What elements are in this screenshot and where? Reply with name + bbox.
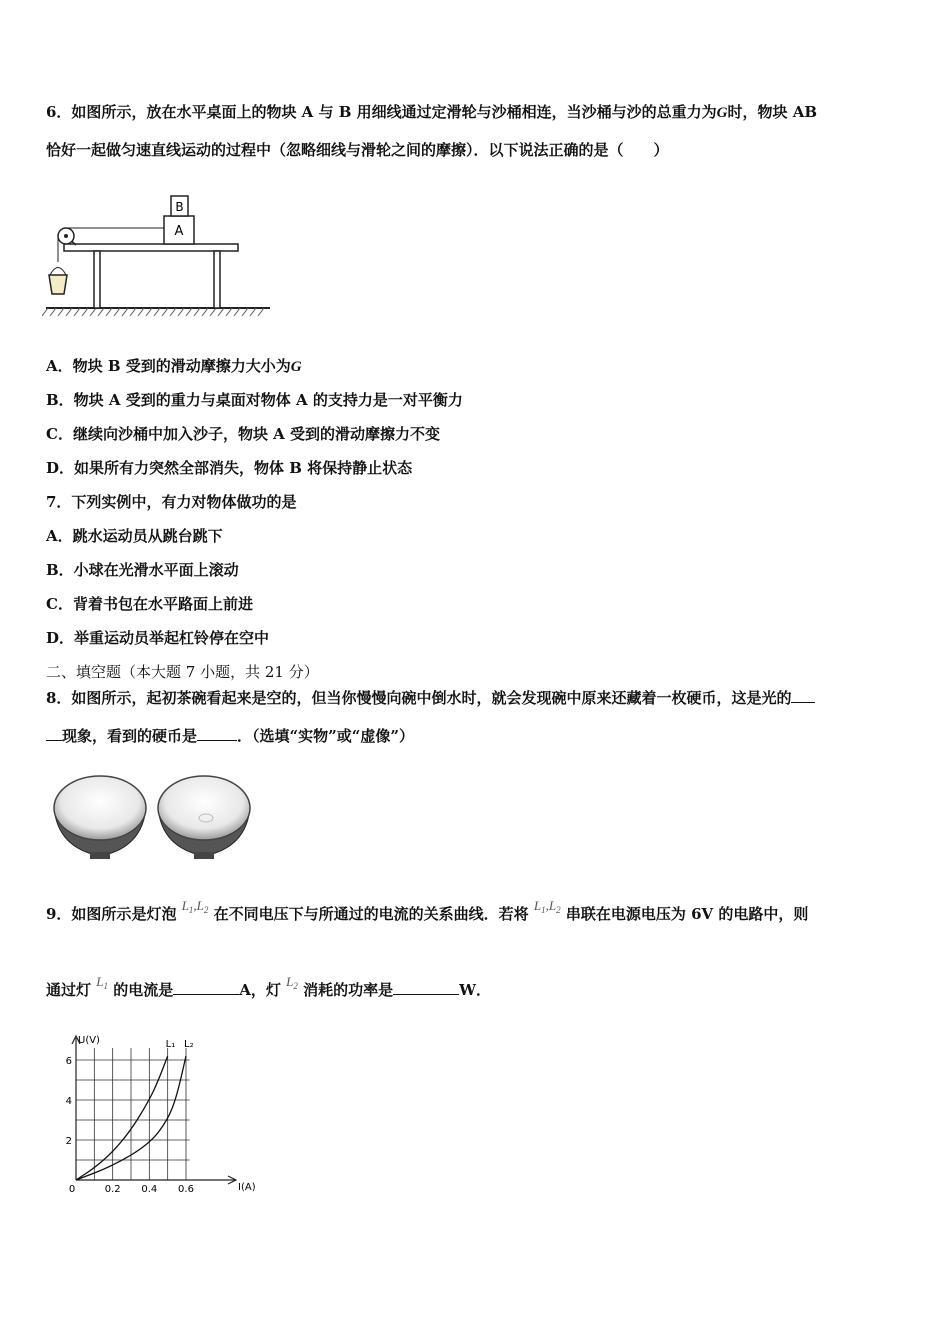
series-line-L1	[76, 1056, 168, 1180]
q9-stem-line2: 通过灯 $L_1$ 的电流是 A，灯 $L_2$ 消耗的功率是 W．	[46, 974, 491, 999]
q8-stem-line1: 8．如图所示，起初茶碗看起来是空的，但当你慢慢向碗中倒水时，就会发现碗中原来还藏着一枚硬币，这是光的	[46, 688, 815, 708]
y-tick-label: 2	[65, 1136, 72, 1147]
q8-stem-line2: 现象，看到的硬币是 ．（选填“实物”或“虚像”）	[46, 726, 414, 746]
q8-blank-1a[interactable]	[791, 688, 815, 703]
q9-blank-power[interactable]	[393, 980, 459, 995]
q6-stem-line1: 6．如图所示，放在水平桌面上的物块 A 与 B 用细线通过定滑轮与沙桶相连，当沙桶与沙的总重力为G时，物块 AB	[46, 103, 818, 121]
q9-stem-line1: 9．如图所示是灯泡 $L_1,L_2$ 在不同电压下与所通过的电流的关系曲线．若将 $L_1,L_2$ 串联在电源电压为 6V 的电路中，则	[46, 898, 809, 923]
series-label-L2: L₂	[184, 1039, 194, 1050]
q6-option-b: B．物块 A 受到的重力与桌面对物体 A 的支持力是一对平衡力	[46, 391, 463, 409]
x-tick-label: 0.4	[141, 1184, 158, 1195]
y-tick-label: 4	[65, 1096, 72, 1107]
q8-blank-2[interactable]	[197, 726, 237, 741]
x-tick-label: 0.2	[104, 1184, 121, 1195]
q7-option-d: D．举重运动员举起杠铃停在空中	[46, 629, 270, 647]
q8-figure-tea-bowls	[50, 768, 260, 864]
q6-option-c: C．继续向沙桶中加入沙子，物块 A 受到的滑动摩擦力不变	[46, 425, 441, 443]
q7-option-a: A．跳水运动员从跳台跳下	[46, 527, 223, 545]
q8-blank-1b[interactable]	[46, 726, 62, 741]
block-b-label: B	[175, 200, 184, 214]
q7-stem: 7．下列实例中，有力对物体做功的是	[46, 493, 297, 511]
x-tick-label: 0	[68, 1184, 76, 1195]
q7-option-b: B．小球在光滑水平面上滚动	[46, 561, 239, 579]
q7-option-c: C．背着书包在水平路面上前进	[46, 595, 253, 613]
q6-g-symbol: G	[716, 105, 728, 121]
y-axis-label: U(V)	[78, 1035, 100, 1046]
q6-option-d: D．如果所有力突然全部消失，物体 B 将保持静止状态	[46, 459, 413, 477]
section-2-heading: 二、填空题（本大题 7 小题，共 21 分）	[46, 663, 319, 681]
block-a-label: A	[174, 224, 184, 239]
y-tick-label: 6	[65, 1056, 72, 1067]
x-tick-label: 0.6	[178, 1184, 194, 1195]
q9-iv-chart	[60, 1034, 270, 1196]
q6-stem-line2: 恰好一起做匀速直线运动的过程中（忽略细线与滑轮之间的摩擦）．以下说法正确的是（ ）	[46, 141, 669, 159]
q6-figure-pulley-table	[42, 190, 274, 320]
x-axis-label: I(A)	[238, 1182, 256, 1193]
series-label-L1: L₁	[165, 1039, 176, 1050]
q9-blank-current[interactable]	[173, 980, 239, 995]
q6-option-a: A．物块 B 受到的滑动摩擦力大小为G	[46, 357, 302, 375]
